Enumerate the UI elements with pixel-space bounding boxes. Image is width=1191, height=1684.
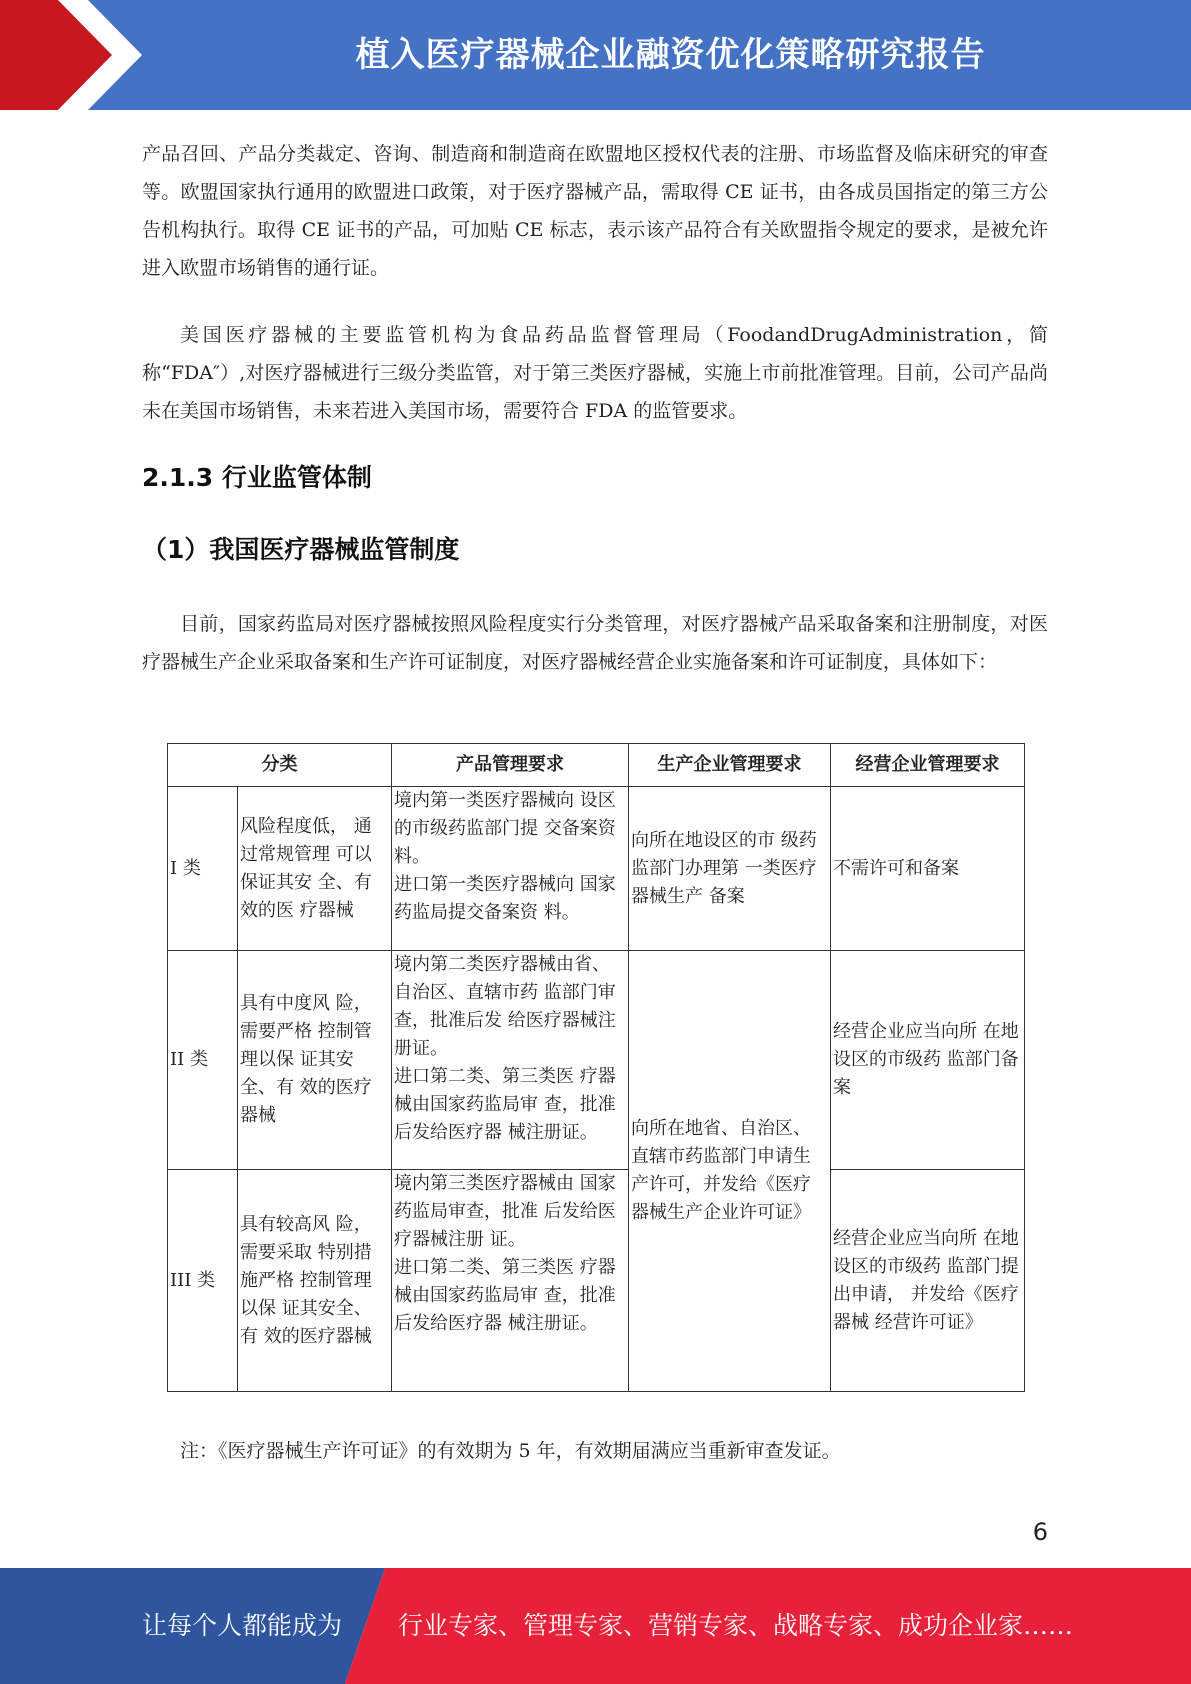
paragraph-eu-regulation: 产品召回、产品分类裁定、咨询、制造商和制造商在欧盟地区授权代表的注册、市场监督及临床研究的审查等。欧盟国家执行通用的欧盟进口政策，对于医疗器械产品，需取得 CE 证书，由各成员国指定的第三方公告机构执行。取得 CE 证书的产品，可加贴 CE 标志，表示该产品符合有关欧盟指令规定的要求，是被允许进入欧盟市场销售的通行证。 <box>142 143 1048 279</box>
product-requirement <box>392 1170 629 1392</box>
class-description: 风险程度低， 通过常规管理 可以保证其安 全、有效的医 疗器械 <box>238 787 392 951</box>
paragraph-us-fda: 美国医疗器械的主要监管机构为食品药品监督管理局（FoodandDrugAdministration，简称“FDA″）,对医疗器械进行三级分类监管，对于第三类医疗器械，实施上市前批准管理。目前，公司产品尚未在美国市场销售，未来若进入美国市场，需要符合 FDA 的监管要求。 <box>142 324 1048 422</box>
product-requirement-domestic: 境内第一类医疗器械向 设区的市级药监部门提 交备案资料。 <box>394 790 616 867</box>
operation-requirement: 经营企业应当向所 在地设区的市级药 监部门备案 <box>831 951 1025 1170</box>
page-number: 6 <box>1032 1518 1048 1546</box>
paragraph-china-regulation: 目前，国家药监局对医疗器械按照风险程度实行分类管理，对医疗器械产品采取备案和注册制度，对医疗器械生产企业采取备案和生产许可证制度，对医疗器械经营企业实施备案和许可证制度，具体如下： <box>142 613 1048 673</box>
table-row <box>168 787 1025 951</box>
header-arrow-decoration <box>0 0 150 110</box>
regulation-table <box>167 743 1025 1392</box>
table-row <box>168 1170 1025 1392</box>
header-production-requirements: 生产企业管理要求 <box>629 744 831 787</box>
product-requirement <box>392 787 629 951</box>
product-requirement-import: 进口第二类、第三类医 疗器械由国家药监局审 查，批准后发给医疗器 械注册证。 <box>394 1066 616 1143</box>
operation-requirement: 不需许可和备案 <box>831 787 1025 951</box>
header-category: 分类 <box>168 744 392 787</box>
product-requirement-domestic: 境内第二类医疗器械由省、自治区、直辖市药 监部门审查，批准后发 给医疗器械注册证。 <box>394 954 616 1059</box>
footer-slogan-right: 行业专家、管理专家、营销专家、战略专家、成功企业家…… <box>398 1611 1074 1640</box>
production-requirement: 向所在地省、自治区、直辖市药监部门申请生产许可，并发给《医疗器械生产企业许可证》 <box>629 951 831 1392</box>
section-heading: 2.1.3 行业监管体制 <box>142 463 372 492</box>
class-label: II 类 <box>168 951 238 1170</box>
class-label: III 类 <box>168 1170 238 1392</box>
production-requirement: 向所在地设区的市 级药监部门办理第 一类医疗器械生产 备案 <box>629 787 831 951</box>
table-row <box>168 951 1025 1170</box>
header-product-requirements: 产品管理要求 <box>392 744 629 787</box>
class-description: 具有较高风 险，需要采取 特别措施严格 控制管理以保 证其安全、有 效的医疗器械 <box>238 1170 392 1392</box>
class-description: 具有中度风 险，需要严格 控制管理以保 证其安全、有 效的医疗器械 <box>238 951 392 1170</box>
class-label: I 类 <box>168 787 238 951</box>
table-note: 注：《医疗器械生产许可证》的有效期为 5 年，有效期届满应当重新审查发证。 <box>180 1440 841 1462</box>
operation-requirement: 经营企业应当向所 在地设区的市级药 监部门提出申请， 并发给《医疗器械 经营许可证》 <box>831 1170 1025 1392</box>
product-requirement <box>392 951 629 1170</box>
product-requirement-import: 进口第一类医疗器械向 国家药监局提交备案资 料。 <box>394 874 616 923</box>
page-header <box>0 0 1191 110</box>
product-requirement-import: 进口第二类、第三类医 疗器械由国家药监局审 查，批准后发给医疗器 械注册证。 <box>394 1257 616 1334</box>
report-title: 植入医疗器械企业融资优化策略研究报告 <box>355 35 986 75</box>
subsection-heading: （1）我国医疗器械监管制度 <box>142 535 460 564</box>
table-header-row <box>168 744 1025 787</box>
footer-slogan-left: 让每个人都能成为 <box>142 1611 343 1640</box>
product-requirement-domestic: 境内第三类医疗器械由 国家药监局审查，批准 后发给医疗器械注册 证。 <box>394 1173 616 1250</box>
header-operation-requirements: 经营企业管理要求 <box>831 744 1025 787</box>
